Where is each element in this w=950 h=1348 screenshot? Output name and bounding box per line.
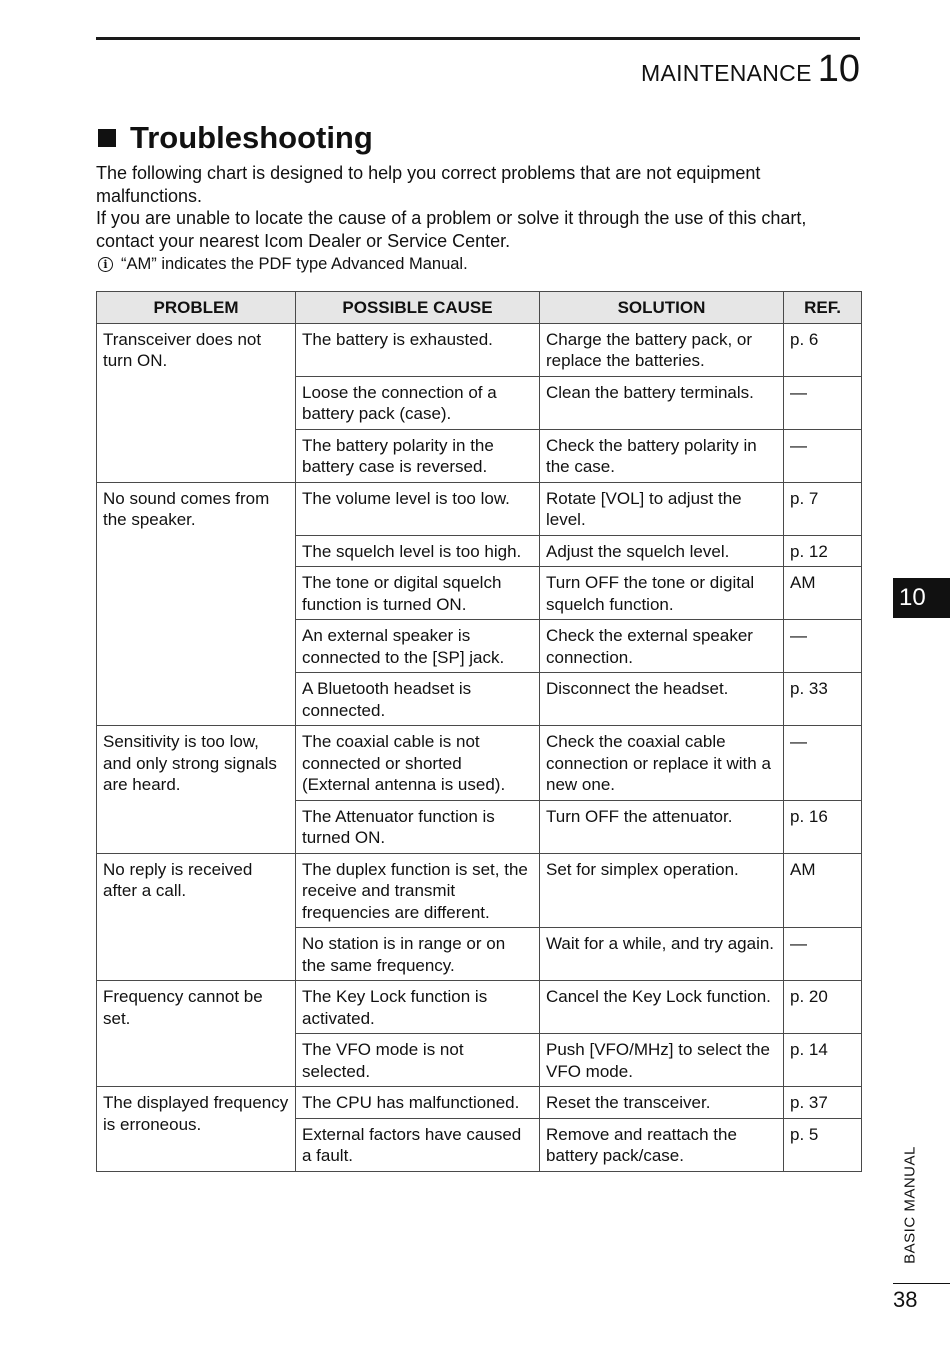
cause-cell: The Key Lock function is activated. bbox=[296, 981, 540, 1034]
problem-cell: No reply is received after a call. bbox=[97, 853, 296, 981]
cause-cell: The VFO mode is not selected. bbox=[296, 1034, 540, 1087]
chapter-number: 10 bbox=[817, 48, 860, 90]
cause-cell: The volume level is too low. bbox=[296, 482, 540, 535]
solution-cell: Check the coaxial cable connection or replace it with a new one. bbox=[540, 726, 784, 801]
header-solution: SOLUTION bbox=[540, 292, 784, 324]
table-row bbox=[97, 853, 862, 928]
intro-paragraph-1: The following chart is designed to help you correct problems that are not equipment malfunctions. bbox=[96, 163, 761, 206]
header-possible-cause: POSSIBLE CAUSE bbox=[296, 292, 540, 324]
ref-cell: — bbox=[784, 376, 862, 429]
solution-cell: Wait for a while, and try again. bbox=[540, 928, 784, 981]
ref-cell: p. 16 bbox=[784, 800, 862, 853]
ref-cell: p. 12 bbox=[784, 535, 862, 567]
solution-cell: Rotate [VOL] to adjust the level. bbox=[540, 482, 784, 535]
section-title bbox=[96, 120, 373, 156]
chapter-tab: 10 bbox=[893, 578, 950, 618]
cause-cell: The CPU has malfunctioned. bbox=[296, 1087, 540, 1119]
square-bullet-icon bbox=[98, 129, 116, 147]
ref-cell: p. 33 bbox=[784, 673, 862, 726]
intro-text bbox=[96, 162, 866, 276]
solution-cell: Remove and reattach the battery pack/case. bbox=[540, 1118, 784, 1171]
problem-cell: Sensitivity is too low, and only strong signals are heard. bbox=[97, 726, 296, 854]
table-row bbox=[97, 1087, 862, 1119]
cause-cell: The tone or digital squelch function is turned ON. bbox=[296, 567, 540, 620]
cause-cell: A Bluetooth headset is connected. bbox=[296, 673, 540, 726]
ref-cell: p. 14 bbox=[784, 1034, 862, 1087]
ref-cell: p. 7 bbox=[784, 482, 862, 535]
header-ref: REF. bbox=[784, 292, 862, 324]
am-note bbox=[96, 253, 866, 276]
cause-cell: The battery is exhausted. bbox=[296, 323, 540, 376]
ref-cell: — bbox=[784, 928, 862, 981]
problem-cell: Transceiver does not turn ON. bbox=[97, 323, 296, 482]
troubleshooting-table bbox=[96, 291, 862, 1172]
cause-cell: An external speaker is connected to the [SP] jack. bbox=[296, 620, 540, 673]
solution-cell: Charge the battery pack, or replace the batteries. bbox=[540, 323, 784, 376]
problem-cell: The displayed frequency is erroneous. bbox=[97, 1087, 296, 1172]
table-row bbox=[97, 981, 862, 1034]
cause-cell: The squelch level is too high. bbox=[296, 535, 540, 567]
solution-cell: Adjust the squelch level. bbox=[540, 535, 784, 567]
section-title-text: Troubleshooting bbox=[130, 120, 373, 155]
cause-cell: The coaxial cable is not connected or shorted (External antenna is used). bbox=[296, 726, 540, 801]
chapter-heading bbox=[641, 48, 860, 91]
cause-cell: No station is in range or on the same frequency. bbox=[296, 928, 540, 981]
solution-cell: Reset the transceiver. bbox=[540, 1087, 784, 1119]
table-body bbox=[97, 323, 862, 1171]
manual-label: BASIC MANUAL bbox=[901, 1146, 919, 1264]
solution-cell: Push [VFO/MHz] to select the VFO mode. bbox=[540, 1034, 784, 1087]
page-number: 38 bbox=[893, 1287, 918, 1312]
header-problem: PROBLEM bbox=[97, 292, 296, 324]
problem-cell: No sound comes from the speaker. bbox=[97, 482, 296, 726]
ref-cell: AM bbox=[784, 853, 862, 928]
solution-cell: Set for simplex operation. bbox=[540, 853, 784, 928]
page-number-rule bbox=[893, 1283, 950, 1284]
info-icon: i bbox=[98, 257, 113, 272]
cause-cell: The battery polarity in the battery case is reversed. bbox=[296, 429, 540, 482]
solution-cell: Cancel the Key Lock function. bbox=[540, 981, 784, 1034]
ref-cell: — bbox=[784, 429, 862, 482]
ref-cell: — bbox=[784, 620, 862, 673]
cause-cell: External factors have caused a fault. bbox=[296, 1118, 540, 1171]
solution-cell: Turn OFF the tone or digital squelch function. bbox=[540, 567, 784, 620]
solution-cell: Check the battery polarity in the case. bbox=[540, 429, 784, 482]
solution-cell: Clean the battery terminals. bbox=[540, 376, 784, 429]
ref-cell: — bbox=[784, 726, 862, 801]
solution-cell: Check the external speaker connection. bbox=[540, 620, 784, 673]
solution-cell: Turn OFF the attenuator. bbox=[540, 800, 784, 853]
cause-cell: Loose the connection of a battery pack (case). bbox=[296, 376, 540, 429]
cause-cell: The Attenuator function is turned ON. bbox=[296, 800, 540, 853]
ref-cell: p. 5 bbox=[784, 1118, 862, 1171]
am-note-text: “AM” indicates the PDF type Advanced Manual. bbox=[121, 255, 468, 273]
ref-cell: p. 20 bbox=[784, 981, 862, 1034]
cause-cell: The duplex function is set, the receive and transmit frequencies are different. bbox=[296, 853, 540, 928]
table-row bbox=[97, 726, 862, 801]
table-header-row bbox=[97, 292, 862, 324]
table-row bbox=[97, 482, 862, 535]
ref-cell: p. 37 bbox=[784, 1087, 862, 1119]
problem-cell: Frequency cannot be set. bbox=[97, 981, 296, 1087]
table-row bbox=[97, 323, 862, 376]
intro-paragraph-2: If you are unable to locate the cause of a problem or solve it through the use of this chart, contact your nearest Icom Dealer or Service Center. bbox=[96, 208, 807, 251]
solution-cell: Disconnect the headset. bbox=[540, 673, 784, 726]
chapter-category: MAINTENANCE bbox=[641, 60, 812, 86]
ref-cell: AM bbox=[784, 567, 862, 620]
ref-cell: p. 6 bbox=[784, 323, 862, 376]
header-rule bbox=[96, 37, 860, 40]
